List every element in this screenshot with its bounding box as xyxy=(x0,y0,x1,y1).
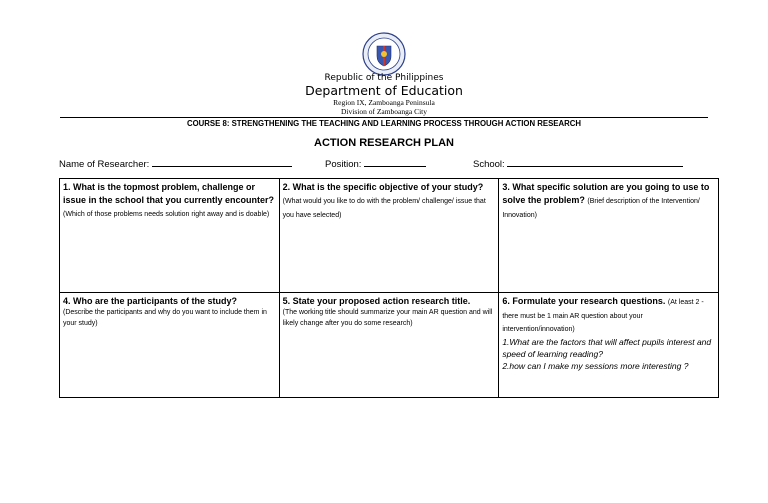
cell-note: (Which of those problems needs solution right away and is doable) xyxy=(63,211,270,218)
cell-note: (What would you like to do with the problem/ challenge/ issue that you have selected) xyxy=(282,198,486,219)
researcher-field xyxy=(59,157,292,170)
researcher-label: Name of Researcher: xyxy=(59,159,150,170)
plan-cell-1[interactable] xyxy=(60,179,280,293)
school-label: School: xyxy=(473,159,505,170)
cell-question: 3. What specific solution are you going to use to solve the problem? xyxy=(502,182,710,205)
cell-question: 1. What is the topmost problem, challenge or issue in the school that you currently encounter? xyxy=(63,182,275,205)
table-row xyxy=(60,179,719,293)
school-blank[interactable] xyxy=(507,157,683,167)
division-text: Division of Zamboanga City xyxy=(340,107,428,116)
plan-cell-5[interactable] xyxy=(279,293,499,398)
republic-text: Republic of the Philippines xyxy=(324,73,444,83)
researcher-blank[interactable] xyxy=(152,157,292,167)
header-divider xyxy=(60,117,708,118)
deped-seal-logo xyxy=(362,32,406,76)
plan-cell-2[interactable] xyxy=(279,179,499,293)
region-text: Region IX, Zamboanga Peninsula xyxy=(333,98,435,107)
position-field xyxy=(325,157,426,170)
cell-note: (Brief description of the Intervention/ Innovation) xyxy=(502,198,700,219)
plan-cell-3[interactable] xyxy=(499,179,719,293)
action-plan-table xyxy=(59,178,719,398)
school-field xyxy=(473,157,683,170)
plan-cell-6[interactable] xyxy=(499,293,719,398)
page-title: ACTION RESEARCH PLAN xyxy=(314,137,454,149)
answer-text: 1.What are the factors that will affect pupils interest and speed of learning reading? xyxy=(502,336,712,359)
cell-note: (The working title should summarize your main AR question and will likely change after you do some research) xyxy=(282,309,493,327)
department-title: Department of Education xyxy=(305,83,463,98)
answer-text: 2.how can I make my sessions more interesting ? xyxy=(502,360,689,371)
cell-question: 2. What is the specific objective of your study? xyxy=(282,182,484,192)
cell-note: (At least 2 - there must be 1 main AR question about your intervention/innovation) xyxy=(502,299,704,333)
table-row xyxy=(60,293,719,398)
position-blank[interactable] xyxy=(364,157,426,167)
cell-note: (Describe the participants and why do you want to include them in your study) xyxy=(63,309,267,327)
course-title: COURSE 8: STRENGTHENING THE TEACHING AND LEARNING PROCESS THROUGH ACTION RESEARCH xyxy=(186,119,582,128)
cell-question: 6. Formulate your research questions. xyxy=(502,296,666,306)
cell-question: 4. Who are the participants of the study? xyxy=(63,296,238,306)
position-label: Position: xyxy=(325,159,362,170)
plan-cell-4[interactable] xyxy=(60,293,280,398)
cell-question: 5. State your proposed action research title. xyxy=(282,296,471,306)
